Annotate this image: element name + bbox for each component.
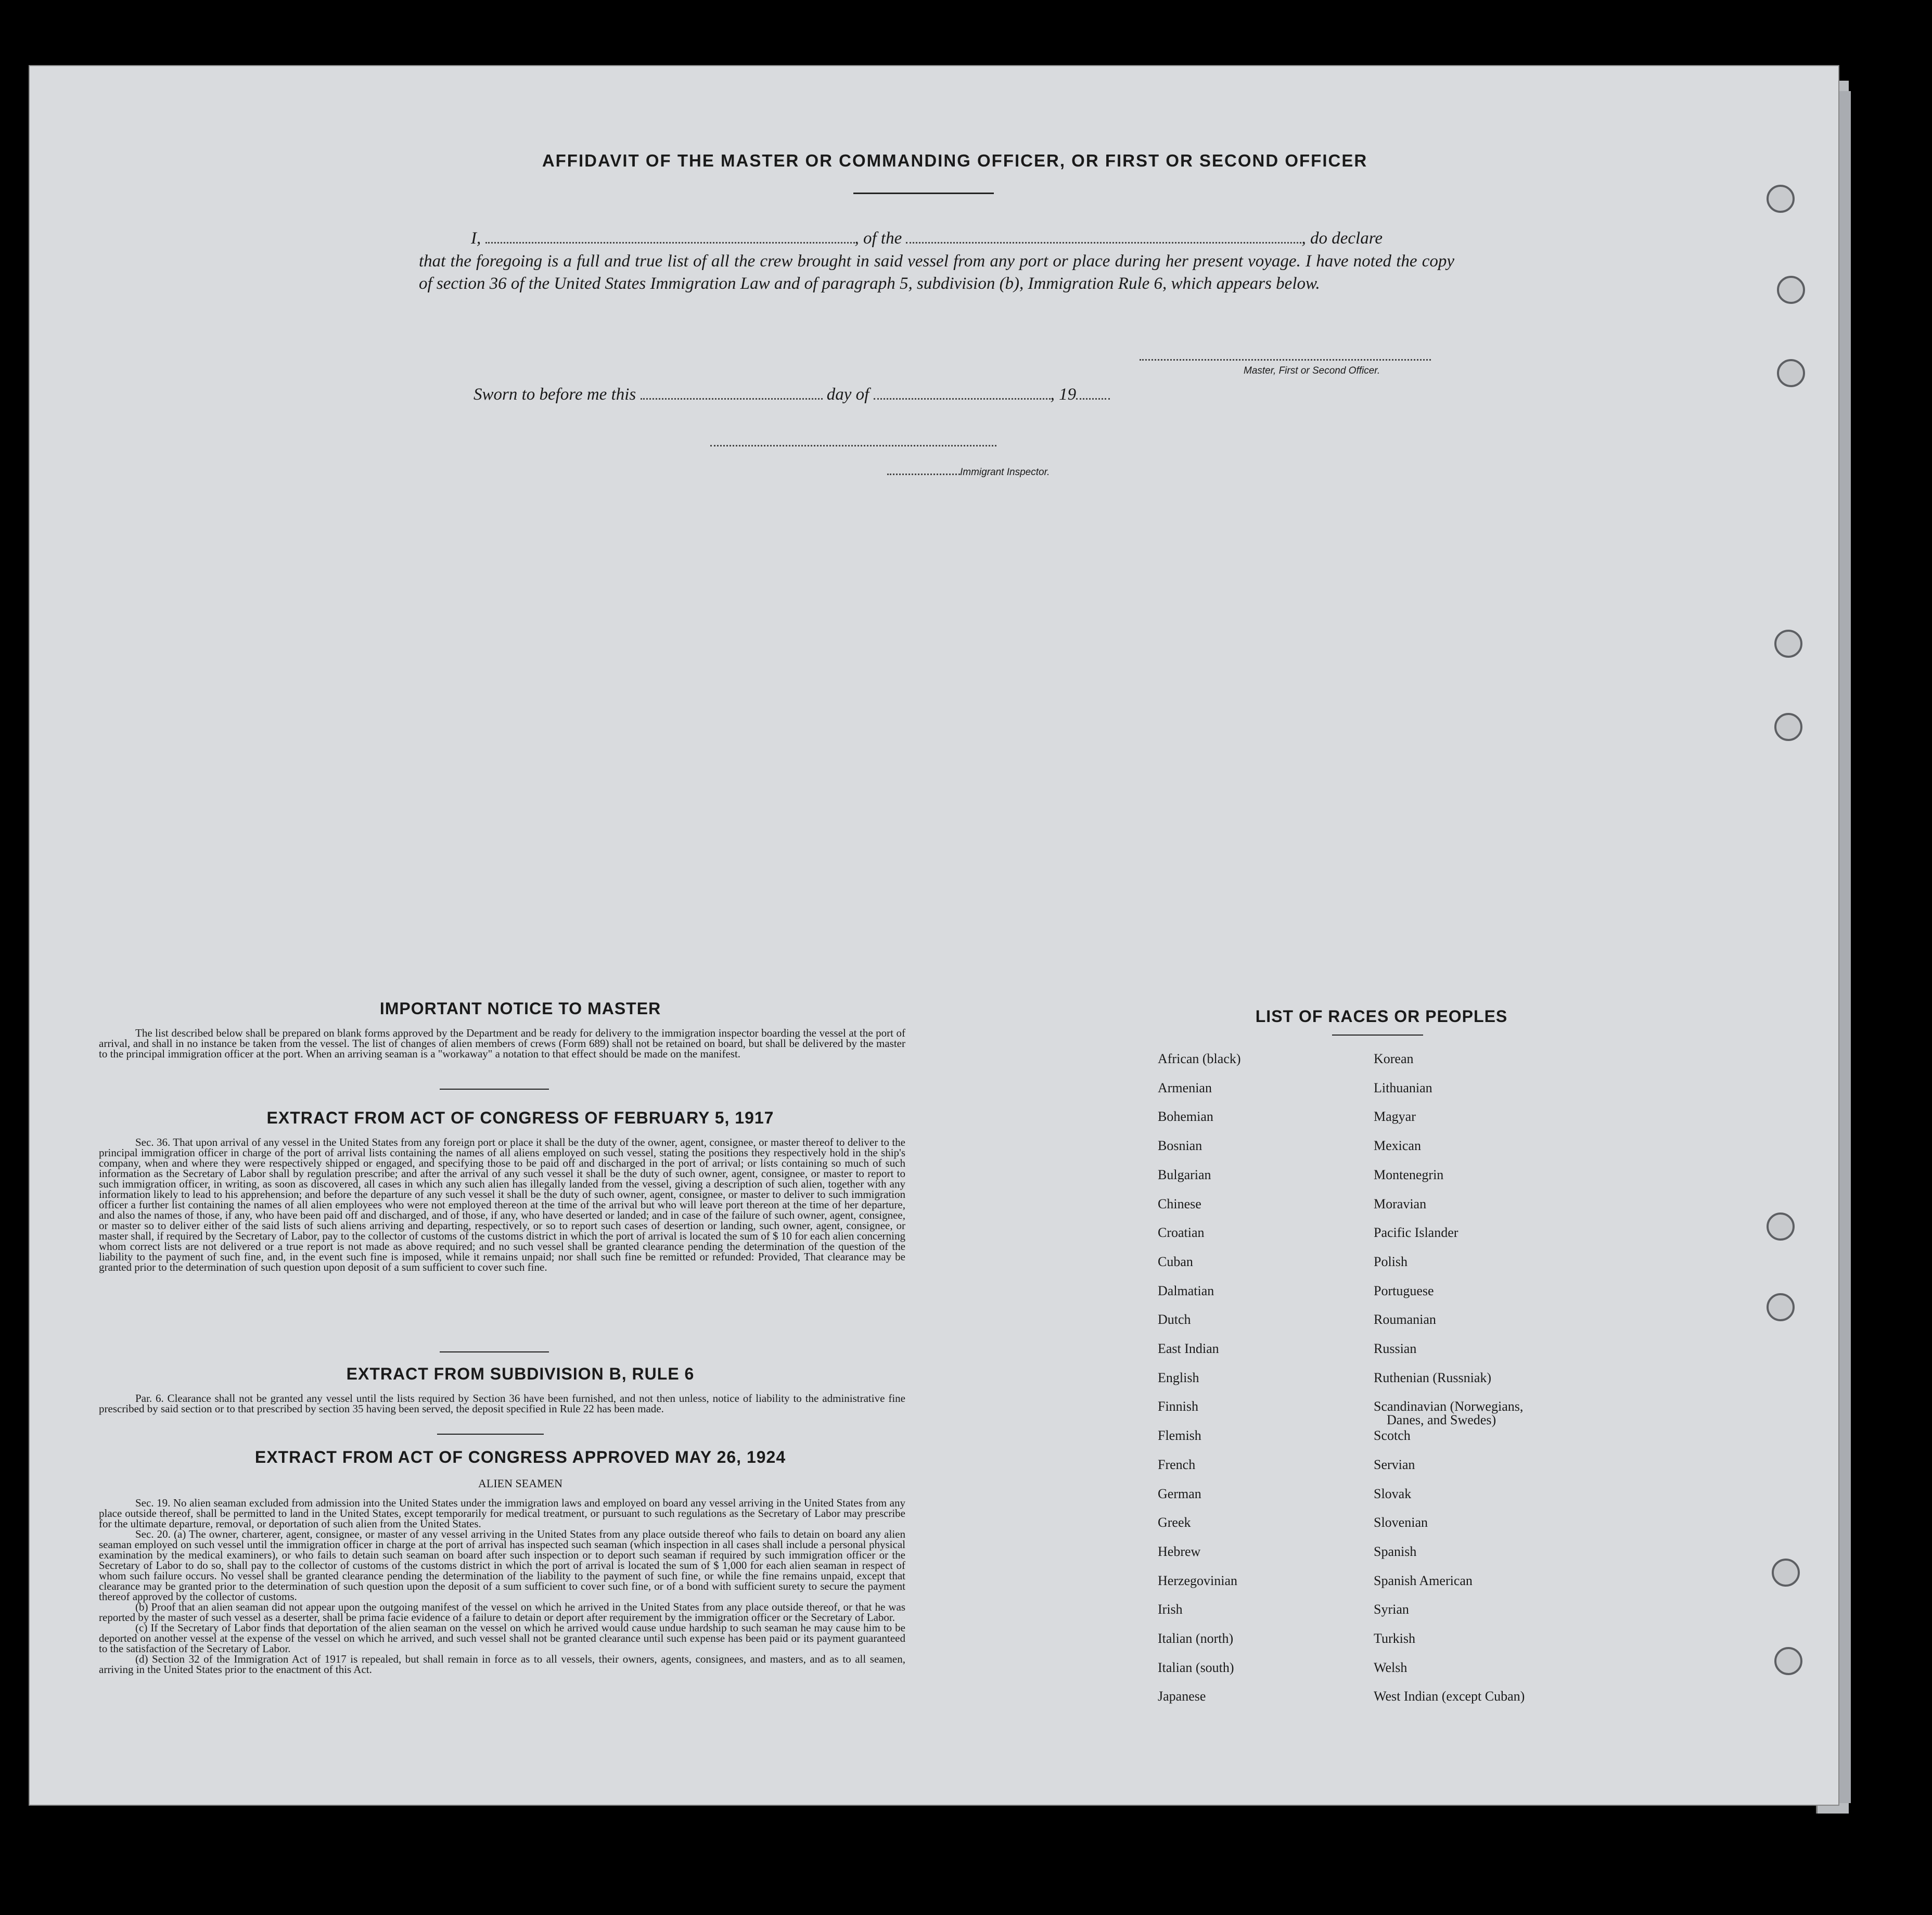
race-item: Cuban <box>1158 1254 1193 1269</box>
master-signature-caption: Master, First or Second Officer. <box>1244 365 1380 376</box>
race-item: Scandinavian (Norwegians, <box>1374 1399 1524 1414</box>
sworn-label: Sworn to before me this <box>474 385 636 404</box>
notice-paragraph: The list described below shall be prepared on blank forms approved by the Department and be ready for delivery to the immigration inspector boarding the vessel at the port of arrival, and shall in no instance be taken from the vessel. The list of changes of alien members of crews (Form 689) shall not be retained on board, but shall be delivered by the master to the principal immigration officer at the port. When an arriving seaman is a "workaway" a notation to that effect should be made on the manifest. <box>99 1027 905 1060</box>
race-item: Japanese <box>1158 1689 1206 1704</box>
rule6-paragraph: Par. 6. Clearance shall not be granted any vessel until the lists required by Section 36 have been furnished, and not then unless, notice of liability to the administrative fine prescribed by said section or to that prescribed by section 35 having been served, the deposit specified in Rule 22 has been made. <box>99 1392 905 1415</box>
punch-hole <box>1774 1647 1802 1675</box>
sworn-year-blank[interactable] <box>1076 391 1110 400</box>
race-item: Montenegrin <box>1374 1167 1444 1182</box>
race-item: Dutch <box>1158 1312 1191 1327</box>
race-item: Finnish <box>1158 1399 1199 1414</box>
race-item: Hebrew <box>1158 1544 1201 1559</box>
race-item: West Indian (except Cuban) <box>1374 1689 1525 1704</box>
notice-divider <box>440 1089 549 1090</box>
race-item: Turkish <box>1374 1631 1415 1646</box>
affidavit-body: that the foregoing is a full and true list of all the crew brought in said vessel from any port or place during her present voyage. I have noted the copy of section 36 of the United States Immigration Law and of paragraph 5, subdivision (b), Immigration Rule 6, which appears below. <box>419 252 1454 293</box>
sworn-month-blank[interactable] <box>874 391 1051 400</box>
do-declare-label: , do declare <box>1301 229 1383 248</box>
extract-1917-divider <box>440 1351 549 1352</box>
inspector-signature-line[interactable] <box>710 445 996 446</box>
punch-hole <box>1777 276 1805 304</box>
race-item: Bosnian <box>1158 1138 1202 1153</box>
race-item: Magyar <box>1374 1109 1416 1124</box>
extract-1917-paragraph: Sec. 36. That upon arrival of any vessel in the United States from any foreign port or place it shall be the duty of the owner, agent, consignee, or master thereof to deliver to the principal immigration officer in charge of the port of arrival lists containing the names of all aliens employed on such vessel, stating the positions they respectively hold in the ship's company, when and where they were respectively shipped or engaged, and specifying those to be paid off and discharged in the port of arrival; or lists containing so much of such information as the Secretary of Labor shall by regulation prescribe; and after the arrival of any such vessel it shall be the duty of such owner, agent, consignee, or master to report to such immigration officer, in writing, as soon as discovered, all cases in which any such alien has illegally landed from the vessel, giving a description of such alien, together with any information likely to lead to his apprehension; and before the departure of any such vessel it shall be the duty of such owner, agent, consignee, or master to deliver to such immigration officer a further list containing the names of all alien employees who were not employed thereon at the time of the arrival but who will leave port thereon at the time of her departure, and also the names of those, if any, who have been paid off and discharged, and of those, if any, who have deserted or landed; and in case of the failure of such owner, agent, consignee, or master so to deliver either of the said lists of such aliens arriving and departing, respectively, or so to report such cases of desertion or landing, such owner, agent, consignee, or master shall, if required by the Secretary of Labor, pay to the collector of customs of the customs district in which the port of arrival is located the sum of $ 10 for each alien concerning whom correct lists are not delivered or a true report is not made as above required; and no such vessel shall be granted clearance pending the determination of the question of the liability to the payment of such fine, and, in the event such fine is imposed, while it remains unpaid; nor shall such fine be remitted or refunded: Provided, That clearance may be granted prior to the determination of such question upon deposit of a sum sufficient to cover such fine. <box>99 1136 905 1273</box>
race-item: Bulgarian <box>1158 1167 1211 1182</box>
race-item: Dalmatian <box>1158 1283 1214 1298</box>
sec20c-paragraph: (c) If the Secretary of Labor finds that deportation of the alien seaman on the vessel on which he arrived would cause undue hardship to such seaman he may cause him to be deported on another vessel at the expense of the vessel on which he arrived, and such vessel shall not be granted clearance until such expense has been paid or its payment guaranteed to the satisfaction of the Secretary of Labor. <box>99 1622 905 1655</box>
race-item: Ruthenian (Russniak) <box>1374 1370 1492 1385</box>
extract-1917-text <box>99 1137 905 1272</box>
race-item: Italian (south) <box>1158 1660 1234 1675</box>
day-of-label: day of <box>826 385 869 404</box>
vessel-blank[interactable] <box>906 235 1301 244</box>
sworn-line <box>474 384 1110 406</box>
race-item: Servian <box>1374 1457 1415 1472</box>
sworn-day-blank[interactable] <box>641 391 823 400</box>
race-item: Roumanian <box>1374 1312 1436 1327</box>
sec20a-paragraph: Sec. 20. (a) The owner, charterer, agent, consignee, or master of any vessel arriving in the United States from any place outside thereof who fails to detain on board any alien seaman employed on such vessel until the immigration officer in charge at the port of arrival has inspected such seaman (which inspection in all cases shall include a personal physical examination by the medical examiners), or who fails to detain such seaman on board after such inspection or to deport such seaman if required by such immigration officer or the Secretary of Labor to do so, shall pay to the collector of customs of the customs district in which the port of arrival is located the sum of $ 1,000 for each alien seaman in respect of whom such failure occurs. No vessel shall be granted clearance pending the determination of the liability to the payment of such fine, or while the fine remains unpaid, except that clearance may be granted prior to the determination of such question upon the deposit of a sum sufficient to cover such fine, or of a bond with sufficient surety to secure the payment thereof approved by the collector of customs. <box>99 1528 905 1603</box>
of-the-label: , of the <box>854 229 902 248</box>
punch-hole <box>1767 1212 1795 1241</box>
race-item: Bohemian <box>1158 1109 1213 1124</box>
race-item: Welsh <box>1374 1660 1408 1675</box>
race-item: Irish <box>1158 1602 1183 1617</box>
punch-hole <box>1774 713 1802 741</box>
race-item: German <box>1158 1486 1201 1501</box>
race-item: Herzegovinian <box>1158 1573 1238 1588</box>
title-divider <box>853 193 994 194</box>
notice-title: IMPORTANT NOTICE TO MASTER <box>379 999 661 1018</box>
inspector-caption-row <box>887 467 1050 478</box>
race-item: Slovenian <box>1374 1515 1428 1530</box>
races-divider <box>1332 1035 1423 1036</box>
race-item: Korean <box>1374 1051 1414 1066</box>
rule6-divider <box>437 1434 544 1435</box>
i-label: I, <box>471 229 481 248</box>
inspector-caption: Immigrant Inspector. <box>960 467 1050 478</box>
race-item: East Indian <box>1158 1341 1219 1356</box>
race-item: Italian (north) <box>1158 1631 1234 1646</box>
document-page <box>29 65 1839 1806</box>
sec19-paragraph: Sec. 19. No alien seaman excluded from admission into the United States under the immigration laws and employed on board any vessel arriving in the United States from any place outside thereof, shall be permitted to land in the United States, except temporarily for medical treatment, or pursuant to such regulations as the Secretary of Labor may prescribe for the ultimate departure, removal, or deportation of such alien from the United States. <box>99 1497 905 1530</box>
race-item: Mexican <box>1374 1138 1421 1153</box>
race-item: Polish <box>1374 1254 1408 1269</box>
race-item: Flemish <box>1158 1428 1201 1443</box>
notice-text <box>99 1028 905 1059</box>
race-item: Armenian <box>1158 1080 1212 1095</box>
race-item: African (black) <box>1158 1051 1241 1066</box>
extract-1917-title: EXTRACT FROM ACT OF CONGRESS OF FEBRUARY 5, 1917 <box>266 1108 774 1127</box>
master-signature-line[interactable] <box>1140 359 1431 361</box>
race-item: Spanish <box>1374 1544 1417 1559</box>
extract-1924-text <box>99 1498 905 1675</box>
race-item: English <box>1158 1370 1199 1385</box>
year-prefix: , 19 <box>1050 385 1077 404</box>
affidavit-declaration-line <box>471 227 1460 250</box>
race-item: Chinese <box>1158 1196 1201 1211</box>
race-item: Croatian <box>1158 1225 1205 1240</box>
punch-hole <box>1774 630 1802 658</box>
race-item: Greek <box>1158 1515 1191 1530</box>
name-blank[interactable] <box>485 235 855 244</box>
race-item: Syrian <box>1374 1602 1409 1617</box>
race-item: Scotch <box>1374 1428 1411 1443</box>
punch-hole <box>1767 1293 1795 1321</box>
affidavit-title: AFFIDAVIT OF THE MASTER OR COMMANDING OFFICER, OR FIRST OR SECOND OFFICER <box>542 151 1368 170</box>
sec20d-paragraph: (d) Section 32 of the Immigration Act of 1917 is repealed, but shall remain in force as to all vessels, their owners, agents, consignees, and masters, and as to all seamen, arriving in the United States prior to the enactment of this Act. <box>99 1653 905 1676</box>
punch-hole <box>1767 185 1795 213</box>
punch-hole <box>1772 1559 1800 1587</box>
race-item: French <box>1158 1457 1196 1472</box>
race-item: Portuguese <box>1374 1283 1434 1298</box>
race-item: Danes, and Swedes) <box>1387 1412 1496 1427</box>
extract-1924-subtitle: ALIEN SEAMEN <box>478 1477 562 1490</box>
inspector-name-blank[interactable] <box>887 469 960 475</box>
rule6-text <box>99 1393 905 1414</box>
race-item: Slovak <box>1374 1486 1412 1501</box>
race-item: Moravian <box>1374 1196 1427 1211</box>
race-item: Russian <box>1374 1341 1417 1356</box>
race-item: Lithuanian <box>1374 1080 1432 1095</box>
extract-1924-title: EXTRACT FROM ACT OF CONGRESS APPROVED MAY 26, 1924 <box>254 1448 786 1466</box>
punch-hole <box>1777 359 1805 387</box>
race-item: Spanish American <box>1374 1573 1473 1588</box>
sec20b-paragraph: (b) Proof that an alien seaman did not appear upon the outgoing manifest of the vessel on which he arrived in the United States from any place outside thereof, or that he was reported by the master of such vessel as a deserter, shall be prima facie evidence of a failure to detain or deport after requirement by the immigration officer or the Secretary of Labor. <box>99 1601 905 1624</box>
rule6-title: EXTRACT FROM SUBDIVISION B, RULE 6 <box>346 1364 695 1383</box>
race-item: Pacific Islander <box>1374 1225 1458 1240</box>
races-title: LIST OF RACES OR PEOPLES <box>1255 1007 1508 1026</box>
